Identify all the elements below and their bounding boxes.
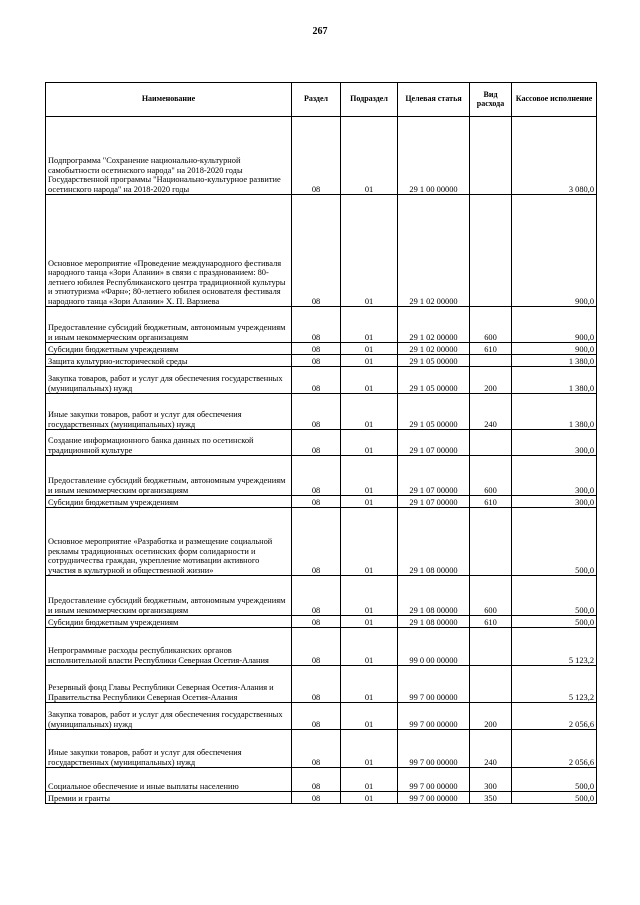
table-row: [46, 195, 597, 307]
row-section: 08: [292, 117, 341, 195]
row-amount: 500,0: [512, 576, 597, 616]
row-section: 08: [292, 628, 341, 666]
row-article: 29 1 05 00000: [398, 355, 470, 367]
header-type: Вид расхода: [470, 83, 512, 117]
row-article: 99 7 00 00000: [398, 792, 470, 804]
row-type: 350: [470, 792, 512, 804]
header-amount: Кассовое исполнение: [512, 83, 597, 117]
row-amount: 1 380,0: [512, 355, 597, 367]
table-row: [46, 496, 597, 508]
row-name: Премии и гранты: [46, 792, 292, 804]
row-type: [470, 666, 512, 703]
row-subsection: 01: [341, 430, 398, 456]
table-row: [46, 730, 597, 768]
table-row: [46, 768, 597, 792]
row-name: Субсидии бюджетным учреждениям: [46, 616, 292, 628]
table-row: [46, 394, 597, 430]
row-amount: 1 380,0: [512, 394, 597, 430]
row-section: 08: [292, 703, 341, 730]
row-amount: 500,0: [512, 792, 597, 804]
row-amount: 500,0: [512, 768, 597, 792]
row-name: Иные закупки товаров, работ и услуг для обеспечения государственных (муниципальных) нужд: [46, 394, 292, 430]
row-section: 08: [292, 508, 341, 576]
row-subsection: 01: [341, 703, 398, 730]
row-subsection: 01: [341, 355, 398, 367]
row-subsection: 01: [341, 456, 398, 496]
row-type: 240: [470, 394, 512, 430]
header-section: Раздел: [292, 83, 341, 117]
row-article: 99 7 00 00000: [398, 768, 470, 792]
row-subsection: 01: [341, 628, 398, 666]
row-section: 08: [292, 367, 341, 394]
row-type: [470, 117, 512, 195]
table-row: [46, 117, 597, 195]
row-subsection: 01: [341, 496, 398, 508]
table-row: [46, 628, 597, 666]
row-subsection: 01: [341, 195, 398, 307]
row-subsection: 01: [341, 367, 398, 394]
row-subsection: 01: [341, 730, 398, 768]
header-subsection: Подраздел: [341, 83, 398, 117]
row-type: 240: [470, 730, 512, 768]
row-type: 200: [470, 367, 512, 394]
header-article: Целевая статья: [398, 83, 470, 117]
row-amount: 900,0: [512, 343, 597, 355]
row-section: 08: [292, 456, 341, 496]
row-type: [470, 355, 512, 367]
row-article: 99 7 00 00000: [398, 666, 470, 703]
row-name: Субсидии бюджетным учреждениям: [46, 496, 292, 508]
row-name: Закупка товаров, работ и услуг для обеспечения государственных (муниципальных) нужд: [46, 703, 292, 730]
row-name: Защита культурно-исторической среды: [46, 355, 292, 367]
row-section: 08: [292, 616, 341, 628]
page-number: 267: [312, 26, 328, 37]
row-article: 29 1 08 00000: [398, 616, 470, 628]
row-type: 610: [470, 616, 512, 628]
row-subsection: 01: [341, 792, 398, 804]
row-subsection: 01: [341, 616, 398, 628]
row-article: 29 1 05 00000: [398, 394, 470, 430]
row-type: [470, 628, 512, 666]
row-article: 29 1 07 00000: [398, 456, 470, 496]
table-row: [46, 307, 597, 343]
row-name: Непрограммные расходы республиканских органов исполнительной власти Республики Северная Осетия-Алания: [46, 628, 292, 666]
row-subsection: 01: [341, 307, 398, 343]
row-subsection: 01: [341, 666, 398, 703]
row-subsection: 01: [341, 508, 398, 576]
row-article: 29 1 02 00000: [398, 307, 470, 343]
row-type: [470, 430, 512, 456]
row-article: 29 1 00 00000: [398, 117, 470, 195]
row-amount: 900,0: [512, 195, 597, 307]
header-name: Наименование: [46, 83, 292, 117]
row-name: Социальное обеспечение и иные выплаты населению: [46, 768, 292, 792]
row-amount: 500,0: [512, 508, 597, 576]
row-article: 99 0 00 00000: [398, 628, 470, 666]
row-type: [470, 508, 512, 576]
row-name: Основное мероприятие «Проведение международного фестиваля народного танца «Зори Алании» в связи с празднованием: 80-летнего юбилея Республиканского центра традиционной культуры и этнотуризма «Фарн»; 80-летнего юбилея основателя фестиваля народного танца «Зори Алании» Х. П. Варзиева: [46, 195, 292, 307]
row-article: 29 1 08 00000: [398, 576, 470, 616]
row-subsection: 01: [341, 343, 398, 355]
row-section: 08: [292, 496, 341, 508]
row-amount: 5 123,2: [512, 666, 597, 703]
row-amount: 2 056,6: [512, 703, 597, 730]
row-name: Предоставление субсидий бюджетным, автономным учреждениям и иным некоммерческим организациям: [46, 576, 292, 616]
row-name: Основное мероприятие «Разработка и размещение социальной рекламы традиционных осетинских форм солидарности и сотрудничества граждан, укрепление мотивации активного участия в культурной и общественной жизни»: [46, 508, 292, 576]
row-name: Предоставление субсидий бюджетным, автономным учреждениям и иным некоммерческим организациям: [46, 307, 292, 343]
row-section: 08: [292, 394, 341, 430]
row-subsection: 01: [341, 576, 398, 616]
row-article: 29 1 02 00000: [398, 195, 470, 307]
row-section: 08: [292, 343, 341, 355]
table-row: [46, 703, 597, 730]
row-section: 08: [292, 792, 341, 804]
row-amount: 300,0: [512, 496, 597, 508]
table-row: [46, 792, 597, 804]
row-name: Резервный фонд Главы Республики Северная Осетия-Алания и Правительства Республики Северная Осетия-Алания: [46, 666, 292, 703]
row-name: Закупка товаров, работ и услуг для обеспечения государственных (муниципальных) нужд: [46, 367, 292, 394]
row-subsection: 01: [341, 394, 398, 430]
table-row: [46, 343, 597, 355]
table-row: [46, 456, 597, 496]
row-type: 610: [470, 343, 512, 355]
row-article: 29 1 05 00000: [398, 367, 470, 394]
table-row: [46, 367, 597, 394]
row-type: 600: [470, 456, 512, 496]
row-name: Предоставление субсидий бюджетным, автономным учреждениям и иным некоммерческим организациям: [46, 456, 292, 496]
row-amount: 5 123,2: [512, 628, 597, 666]
row-amount: 300,0: [512, 456, 597, 496]
row-type: 600: [470, 307, 512, 343]
row-name: Подпрограмма "Сохранение национально-культурной самобытности осетинского народа" на 2018-2020 годы Государственной программы "Национально-культурное развитие осетинского народа" на 2018-2020 годы: [46, 117, 292, 195]
row-type: 600: [470, 576, 512, 616]
row-article: 29 1 07 00000: [398, 496, 470, 508]
row-subsection: 01: [341, 117, 398, 195]
row-article: 29 1 08 00000: [398, 508, 470, 576]
row-type: 300: [470, 768, 512, 792]
row-subsection: 01: [341, 768, 398, 792]
row-section: 08: [292, 730, 341, 768]
row-amount: 1 380,0: [512, 367, 597, 394]
table-row: [46, 355, 597, 367]
row-section: 08: [292, 355, 341, 367]
row-amount: 3 080,0: [512, 117, 597, 195]
row-type: [470, 195, 512, 307]
row-section: 08: [292, 430, 341, 456]
table-row: [46, 666, 597, 703]
table-row: [46, 430, 597, 456]
row-amount: 500,0: [512, 616, 597, 628]
table-header-row: [46, 83, 597, 117]
row-section: 08: [292, 768, 341, 792]
row-amount: 900,0: [512, 307, 597, 343]
row-article: 29 1 02 00000: [398, 343, 470, 355]
row-name: Субсидии бюджетным учреждениям: [46, 343, 292, 355]
row-section: 08: [292, 576, 341, 616]
row-amount: 2 056,6: [512, 730, 597, 768]
row-type: 200: [470, 703, 512, 730]
row-section: 08: [292, 666, 341, 703]
table-row: [46, 616, 597, 628]
table-row: [46, 508, 597, 576]
row-section: 08: [292, 307, 341, 343]
budget-table: [45, 82, 597, 804]
row-section: 08: [292, 195, 341, 307]
row-name: Создание информационного банка данных по осетинской традиционной культуре: [46, 430, 292, 456]
row-type: 610: [470, 496, 512, 508]
row-article: 99 7 00 00000: [398, 703, 470, 730]
row-amount: 300,0: [512, 430, 597, 456]
row-name: Иные закупки товаров, работ и услуг для обеспечения государственных (муниципальных) нужд: [46, 730, 292, 768]
row-article: 29 1 07 00000: [398, 430, 470, 456]
table-row: [46, 576, 597, 616]
row-article: 99 7 00 00000: [398, 730, 470, 768]
